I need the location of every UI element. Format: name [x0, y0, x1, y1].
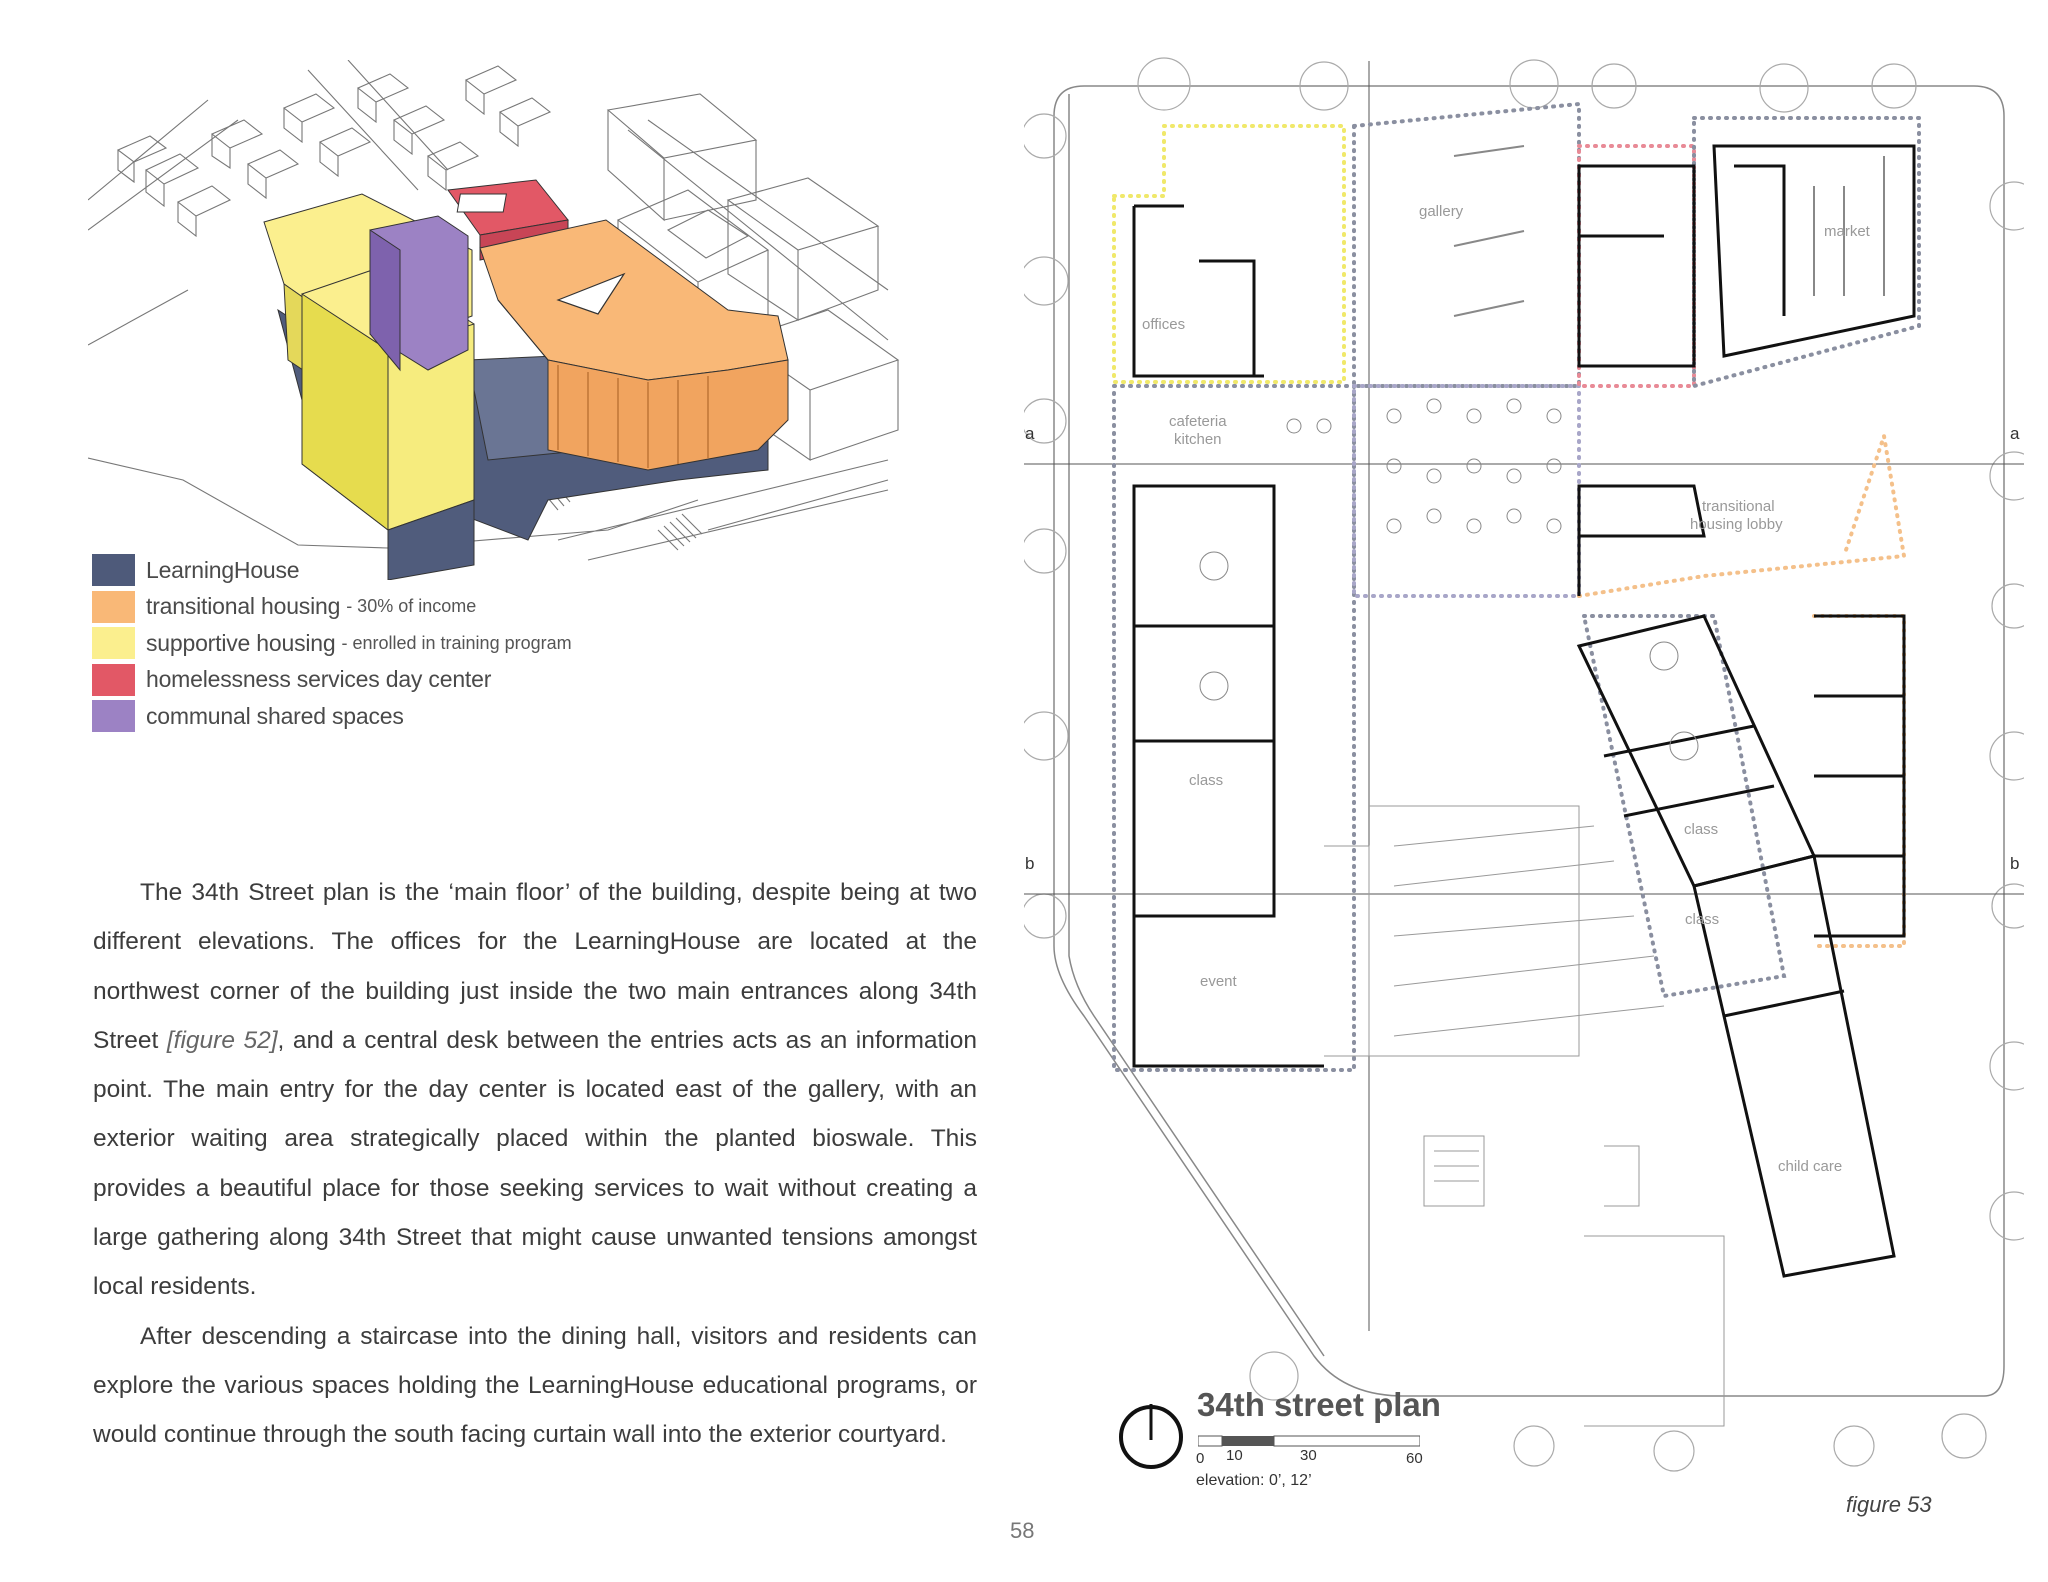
legend-item-learninghouse — [92, 552, 572, 589]
legend — [92, 552, 572, 735]
elevation-note: elevation: 0’, 12’ — [1196, 1472, 1312, 1489]
scale-bar — [1198, 1434, 1420, 1448]
paragraph-2: After descending a staircase into the dining hall, visitors and residents can explore the various spaces holding the LearningHouse educational programs, or would continue through the south facing curtain wall into the exterior courtyard. — [93, 1322, 977, 1449]
page-number: 58 — [1010, 1518, 1035, 1543]
room-label-market: market — [1824, 223, 1870, 240]
legend-note: - 30% of income — [346, 596, 477, 617]
paragraph-1-text-b: , and a central desk between the entries acts as an information point. The main entry for the day center is located east of the gallery, with an exterior waiting area strategically placed within the planted bioswale. This provides a beautiful place for those seeking services to wait without creating a large gathering along 34th Street that might cause unwanted tensions amongst local residents. — [93, 1026, 977, 1301]
legend-swatch — [92, 591, 135, 623]
legend-item-homelessness-services — [92, 662, 572, 699]
room-label-child-care: child care — [1778, 1158, 1843, 1175]
room-label-kitchen: kitchen — [1174, 431, 1222, 448]
body-text — [93, 868, 977, 1460]
room-label-class: class — [1684, 821, 1719, 838]
legend-swatch — [92, 664, 135, 696]
section-mark-a-right: a — [2010, 424, 2020, 443]
legend-swatch — [92, 700, 135, 732]
room-label-class: class — [1189, 772, 1224, 789]
figure-caption: figure 53 — [1846, 1492, 1932, 1517]
scale-label: 10 — [1226, 1447, 1243, 1464]
floor-plan-drawing — [1024, 56, 2024, 1506]
figure-reference: [figure 52] — [166, 1026, 278, 1054]
legend-item-communal-spaces — [92, 698, 572, 735]
paragraph-1-text-a: The 34th Street plan is the ‘main floor’ of the building, despite being at two different elevations. The offices for the LearningHouse are located at the northwest corner of the building just inside the two main entrances along 34th Street — [93, 879, 977, 1054]
section-mark-a-left: a — [1025, 424, 1035, 443]
section-mark-b-right: b — [2010, 854, 2020, 873]
legend-label: transitional housing — [146, 593, 341, 620]
massing-axonometric-diagram — [88, 60, 910, 580]
room-label-gallery: gallery — [1419, 203, 1464, 220]
legend-label: supportive housing — [146, 629, 336, 656]
room-label-cafeteria: cafeteria — [1169, 413, 1227, 430]
legend-label: communal shared spaces — [146, 702, 404, 729]
section-mark-b-left: b — [1025, 854, 1035, 873]
legend-swatch — [92, 554, 135, 586]
legend-note: - enrolled in training program — [341, 632, 572, 653]
legend-swatch — [92, 627, 135, 659]
plan-title: 34th street plan — [1197, 1386, 1441, 1423]
scale-label: 30 — [1300, 1447, 1317, 1464]
legend-label: homelessness services day center — [146, 666, 492, 693]
scale-label: 0 — [1196, 1450, 1205, 1467]
scale-label: 60 — [1406, 1450, 1423, 1467]
north-arrow-icon — [1116, 1402, 1186, 1472]
legend-item-transitional-housing — [92, 589, 572, 626]
paragraph-1 — [93, 868, 977, 1312]
room-label-offices: offices — [1142, 316, 1186, 333]
room-label-class: class — [1685, 911, 1720, 928]
room-label-event: event — [1200, 973, 1237, 990]
legend-item-supportive-housing — [92, 625, 572, 662]
room-label-housing-lobby: housing lobby — [1690, 516, 1783, 533]
room-label-transitional: transitional — [1702, 498, 1775, 515]
legend-label: LearningHouse — [146, 556, 300, 583]
